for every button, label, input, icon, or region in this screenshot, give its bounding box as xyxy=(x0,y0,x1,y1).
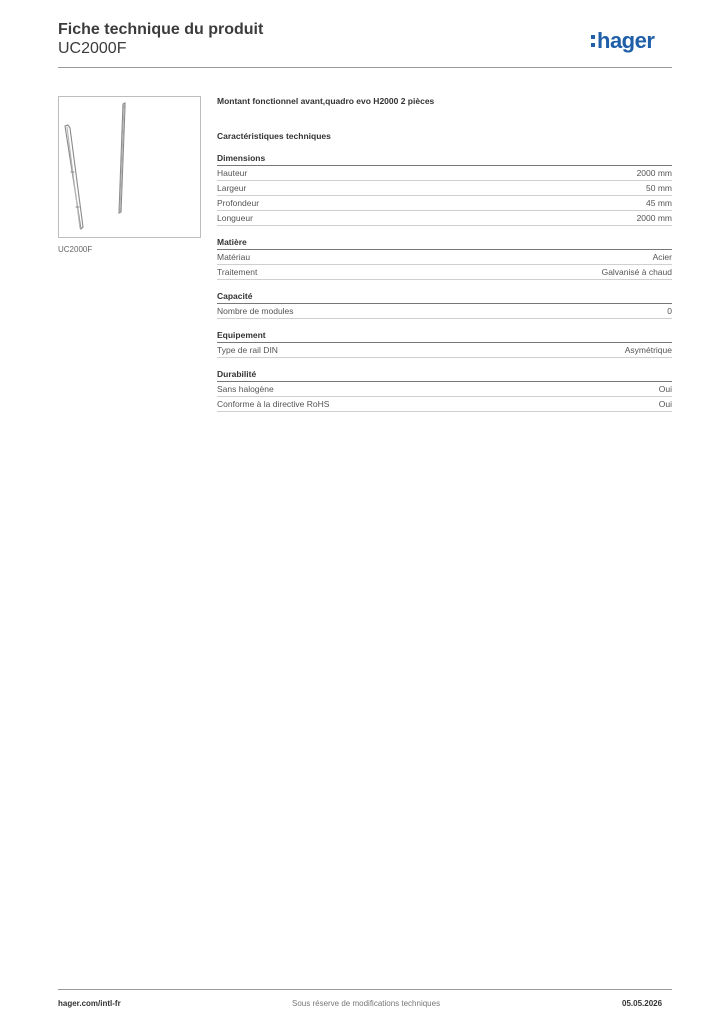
product-name: Montant fonctionnel avant,quadro evo H2000 2 pièces xyxy=(217,96,435,106)
spec-value: 0 xyxy=(667,306,672,316)
spec-value: 2000 mm xyxy=(636,168,672,178)
spec-value: Oui xyxy=(658,384,672,394)
group-title: Durabilité xyxy=(217,368,672,382)
spec-group-material xyxy=(217,236,672,280)
spec-group-equipment xyxy=(217,329,672,358)
spec-label: Conforme à la directive RoHS xyxy=(217,399,330,409)
header-divider xyxy=(58,67,672,68)
spec-value: 50 mm xyxy=(646,183,672,193)
product-rail-icon xyxy=(59,97,202,239)
spec-label: Nombre de modules xyxy=(217,306,294,316)
spec-group-durability xyxy=(217,368,672,412)
spec-row xyxy=(217,343,672,358)
spec-value: Acier xyxy=(652,252,672,262)
spec-label: Longueur xyxy=(217,213,253,223)
spec-group-dimensions xyxy=(217,152,672,226)
spec-label: Matériau xyxy=(217,252,251,262)
footer-disclaimer: Sous réserve de modifications techniques xyxy=(292,999,441,1008)
spec-row xyxy=(217,250,672,265)
product-reference: UC2000F xyxy=(58,40,127,57)
spec-label: Type de rail DIN xyxy=(217,345,278,355)
product-image-frame xyxy=(58,96,201,238)
spec-row xyxy=(217,166,672,181)
footer-website-link[interactable]: hager.com/intl-fr xyxy=(58,999,121,1008)
hager-logo xyxy=(591,26,654,56)
spec-row xyxy=(217,265,672,280)
spec-content xyxy=(217,96,672,412)
logo-dots-icon xyxy=(591,35,595,47)
group-title: Dimensions xyxy=(217,152,672,166)
spec-label: Hauteur xyxy=(217,168,248,178)
spec-row xyxy=(217,196,672,211)
spec-value: Oui xyxy=(658,399,672,409)
spec-value: Galvanisé à chaud xyxy=(601,267,672,277)
spec-group-capacity xyxy=(217,290,672,319)
spec-value: 2000 mm xyxy=(636,213,672,223)
page-title: Fiche technique du produit xyxy=(58,21,264,38)
spec-row xyxy=(217,397,672,412)
group-title: Capacité xyxy=(217,290,672,304)
specs-heading: Caractéristiques techniques xyxy=(217,131,331,141)
spec-label: Sans halogène xyxy=(217,384,274,394)
spec-label: Largeur xyxy=(217,183,247,193)
spec-value: Asymétrique xyxy=(624,345,672,355)
spec-value: 45 mm xyxy=(646,198,672,208)
spec-row xyxy=(217,382,672,397)
spec-row xyxy=(217,304,672,319)
image-caption: UC2000F xyxy=(58,245,93,254)
spec-row xyxy=(217,211,672,226)
spec-label: Traitement xyxy=(217,267,258,277)
logo-text: hager xyxy=(597,28,655,53)
group-title: Equipement xyxy=(217,329,672,343)
footer-date: 05.05.2026 xyxy=(622,999,663,1008)
spec-row xyxy=(217,181,672,196)
spec-label: Profondeur xyxy=(217,198,260,208)
footer-divider xyxy=(58,989,672,990)
group-title: Matière xyxy=(217,236,672,250)
